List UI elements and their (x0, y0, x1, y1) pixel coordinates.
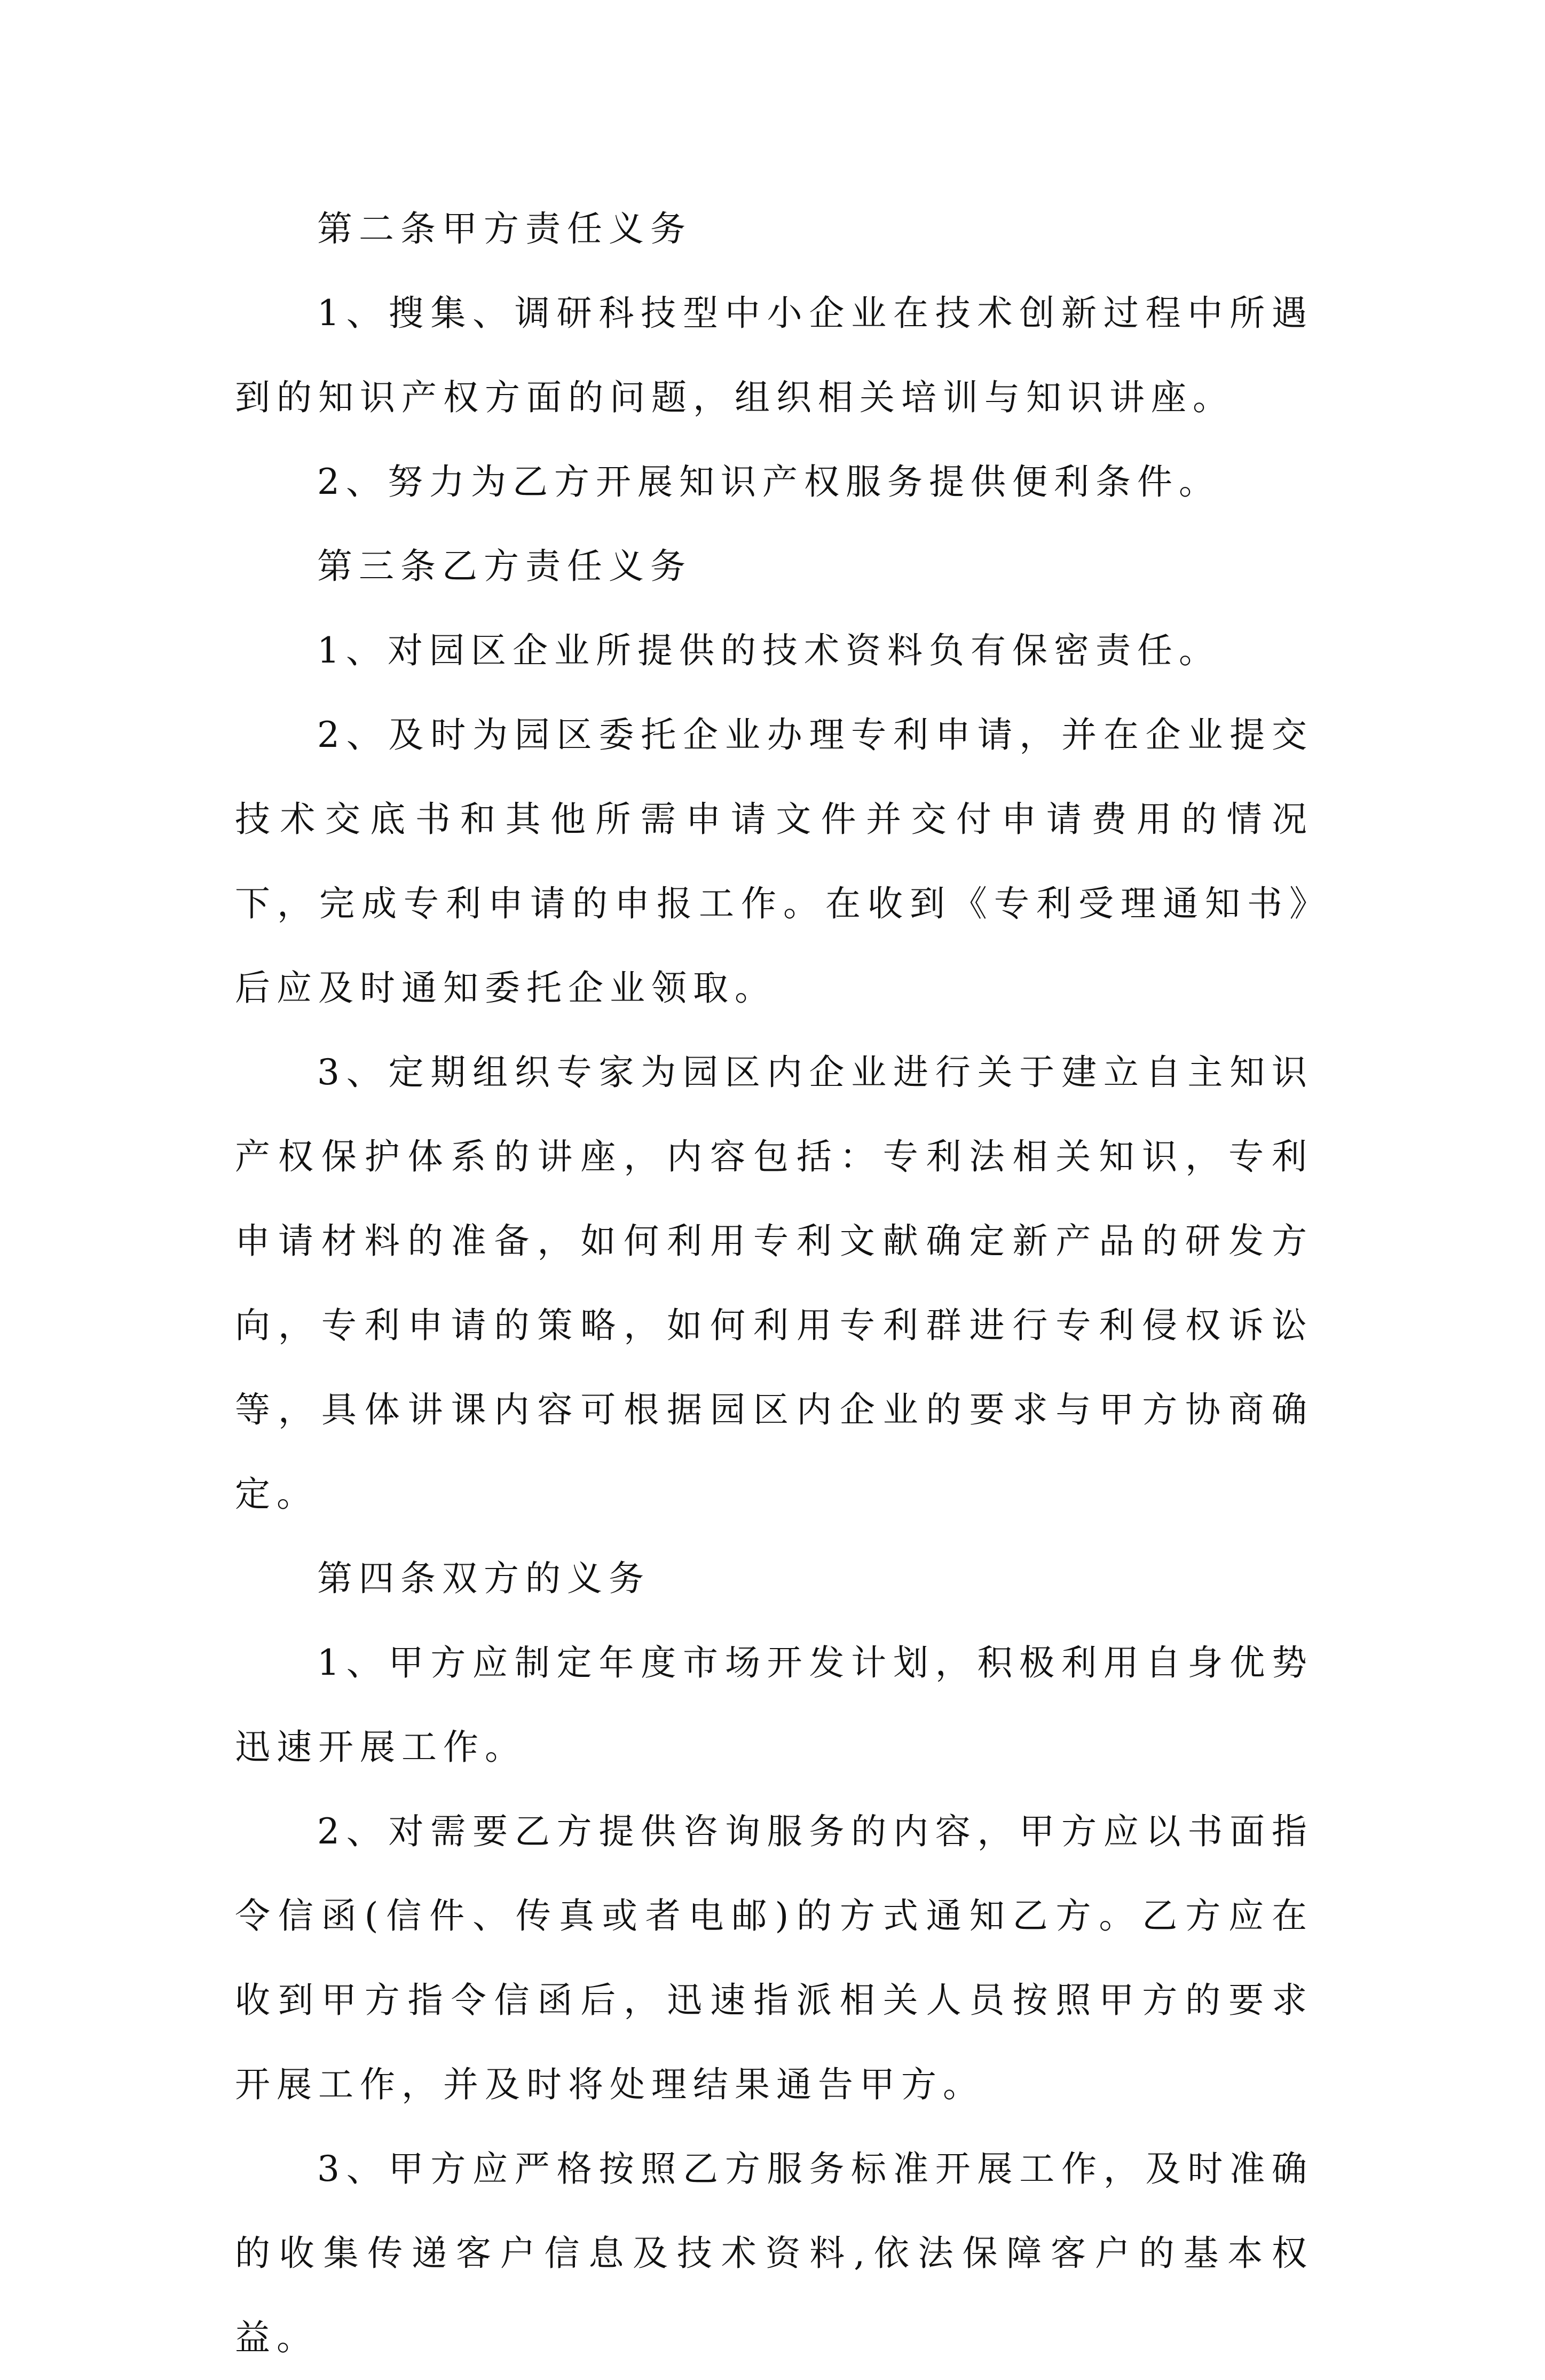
clause-paragraph: 2、努力为乙方开展知识产权服务提供便利条件。 (317, 461, 1220, 502)
clause-paragraph: 2、及时为园区委托企业办理专利申请，并在企业提交技术交底书和其他所需申请文件并交付申请费用的情况下，完成专利申请的申报工作。在收到《专利受理通知书》后应及时通知委托企业领取。 (235, 714, 1313, 1008)
section-heading-party-a-duties: 第二条甲方责任义务 (317, 208, 692, 249)
section-heading-mutual-duties: 第四条双方的义务 (317, 1558, 650, 1599)
clause-paragraph: 3、定期组织专家为园区内企业进行关于建立自主知识产权保护体系的讲座，内容包括：专利法相关知识，专利申请材料的准备，如何利用专利文献确定新产品的研发方向，专利申请的策略，如何利用专利群进行专利侵权诉讼等，具体讲课内容可根据园区内企业的要求与甲方协商确定。 (235, 1052, 1313, 1515)
clause-paragraph: 1、对园区企业所提供的技术资料负有保密责任。 (317, 630, 1220, 671)
clause-paragraph: 1、甲方应制定年度市场开发计划，积极利用自身优势迅速开展工作。 (235, 1642, 1313, 1768)
clause-paragraph: 2、对需要乙方提供咨询服务的内容，甲方应以书面指令信函(信件、传真或者电邮)的方式通知乙方。乙方应在收到甲方指令信函后，迅速指派相关人员按照甲方的要求开展工作，并及时将处理结果通告甲方。 (235, 1811, 1313, 2105)
clause-paragraph: 3、甲方应严格按照乙方服务标准开展工作，及时准确的收集传递客户信息及技术资料,依法保障客户的基本权益。 (235, 2148, 1313, 2358)
section-heading-party-b-duties: 第三条乙方责任义务 (317, 546, 692, 587)
clause-paragraph: 1、搜集、调研科技型中小企业在技术创新过程中所遇到的知识产权方面的问题，组织相关培训与知识讲座。 (235, 293, 1313, 418)
document-body (235, 187, 1313, 2380)
